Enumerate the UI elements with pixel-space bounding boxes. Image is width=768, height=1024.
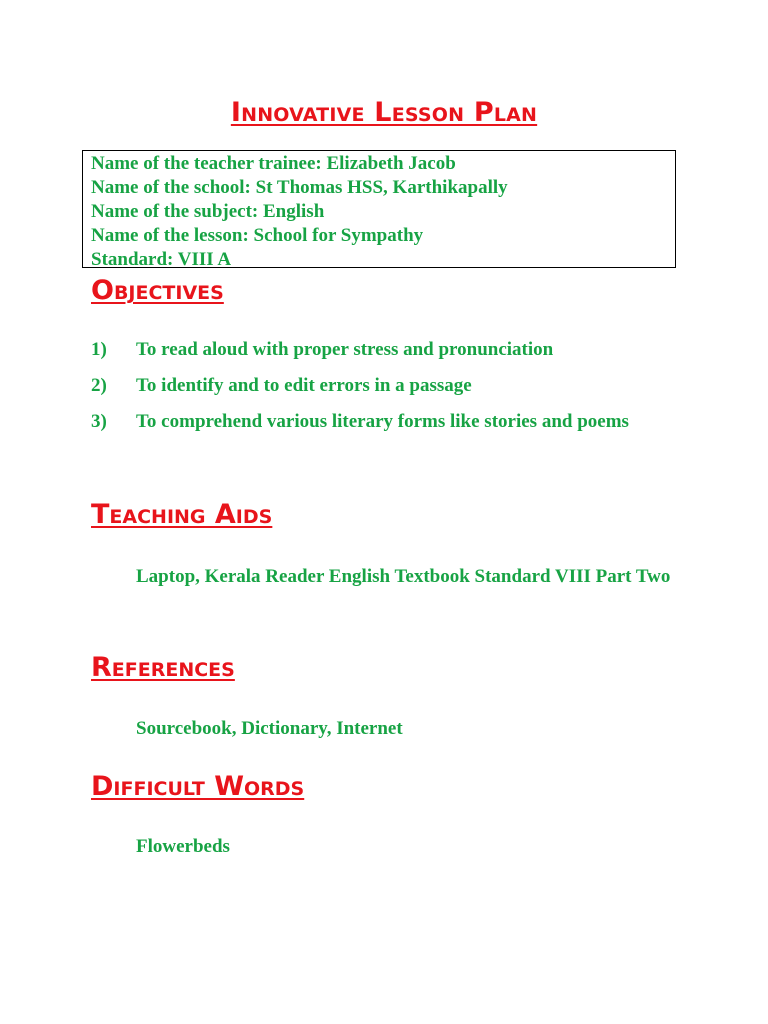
list-item-text: To identify and to edit errors in a passage <box>136 375 472 396</box>
list-item <box>91 410 629 446</box>
references-heading: References <box>91 652 235 683</box>
references-text: Sourcebook, Dictionary, Internet <box>136 718 403 739</box>
list-item-number: 3) <box>91 411 107 432</box>
list-item-text: To read aloud with proper stress and pronunciation <box>136 339 554 360</box>
list-item <box>91 374 629 410</box>
teacher-name: Name of the teacher trainee: Elizabeth Jacob <box>91 153 456 174</box>
standard: Standard: VIII A <box>91 249 232 270</box>
list-item <box>91 338 629 374</box>
teaching-aids-heading: Teaching Aids <box>91 499 273 530</box>
lesson-name: Name of the lesson: School for Sympathy <box>91 225 424 246</box>
school-name: Name of the school: St Thomas HSS, Karthikapally <box>91 177 508 198</box>
page-title: Innovative Lesson Plan <box>230 97 538 128</box>
subject-name: Name of the subject: English <box>91 201 325 222</box>
difficult-words-text: Flowerbeds <box>136 836 230 857</box>
teaching-aids-text: Laptop, Kerala Reader English Textbook Standard VIII Part Two <box>136 566 671 587</box>
objectives-list <box>91 338 629 446</box>
list-item-text: To comprehend various literary forms like stories and poems <box>136 411 629 432</box>
objectives-heading: Objectives <box>91 275 224 306</box>
lesson-info-box <box>82 150 676 268</box>
list-item-number: 2) <box>91 375 107 396</box>
list-item-number: 1) <box>91 339 107 360</box>
difficult-words-heading: Difficult Words <box>91 771 305 802</box>
